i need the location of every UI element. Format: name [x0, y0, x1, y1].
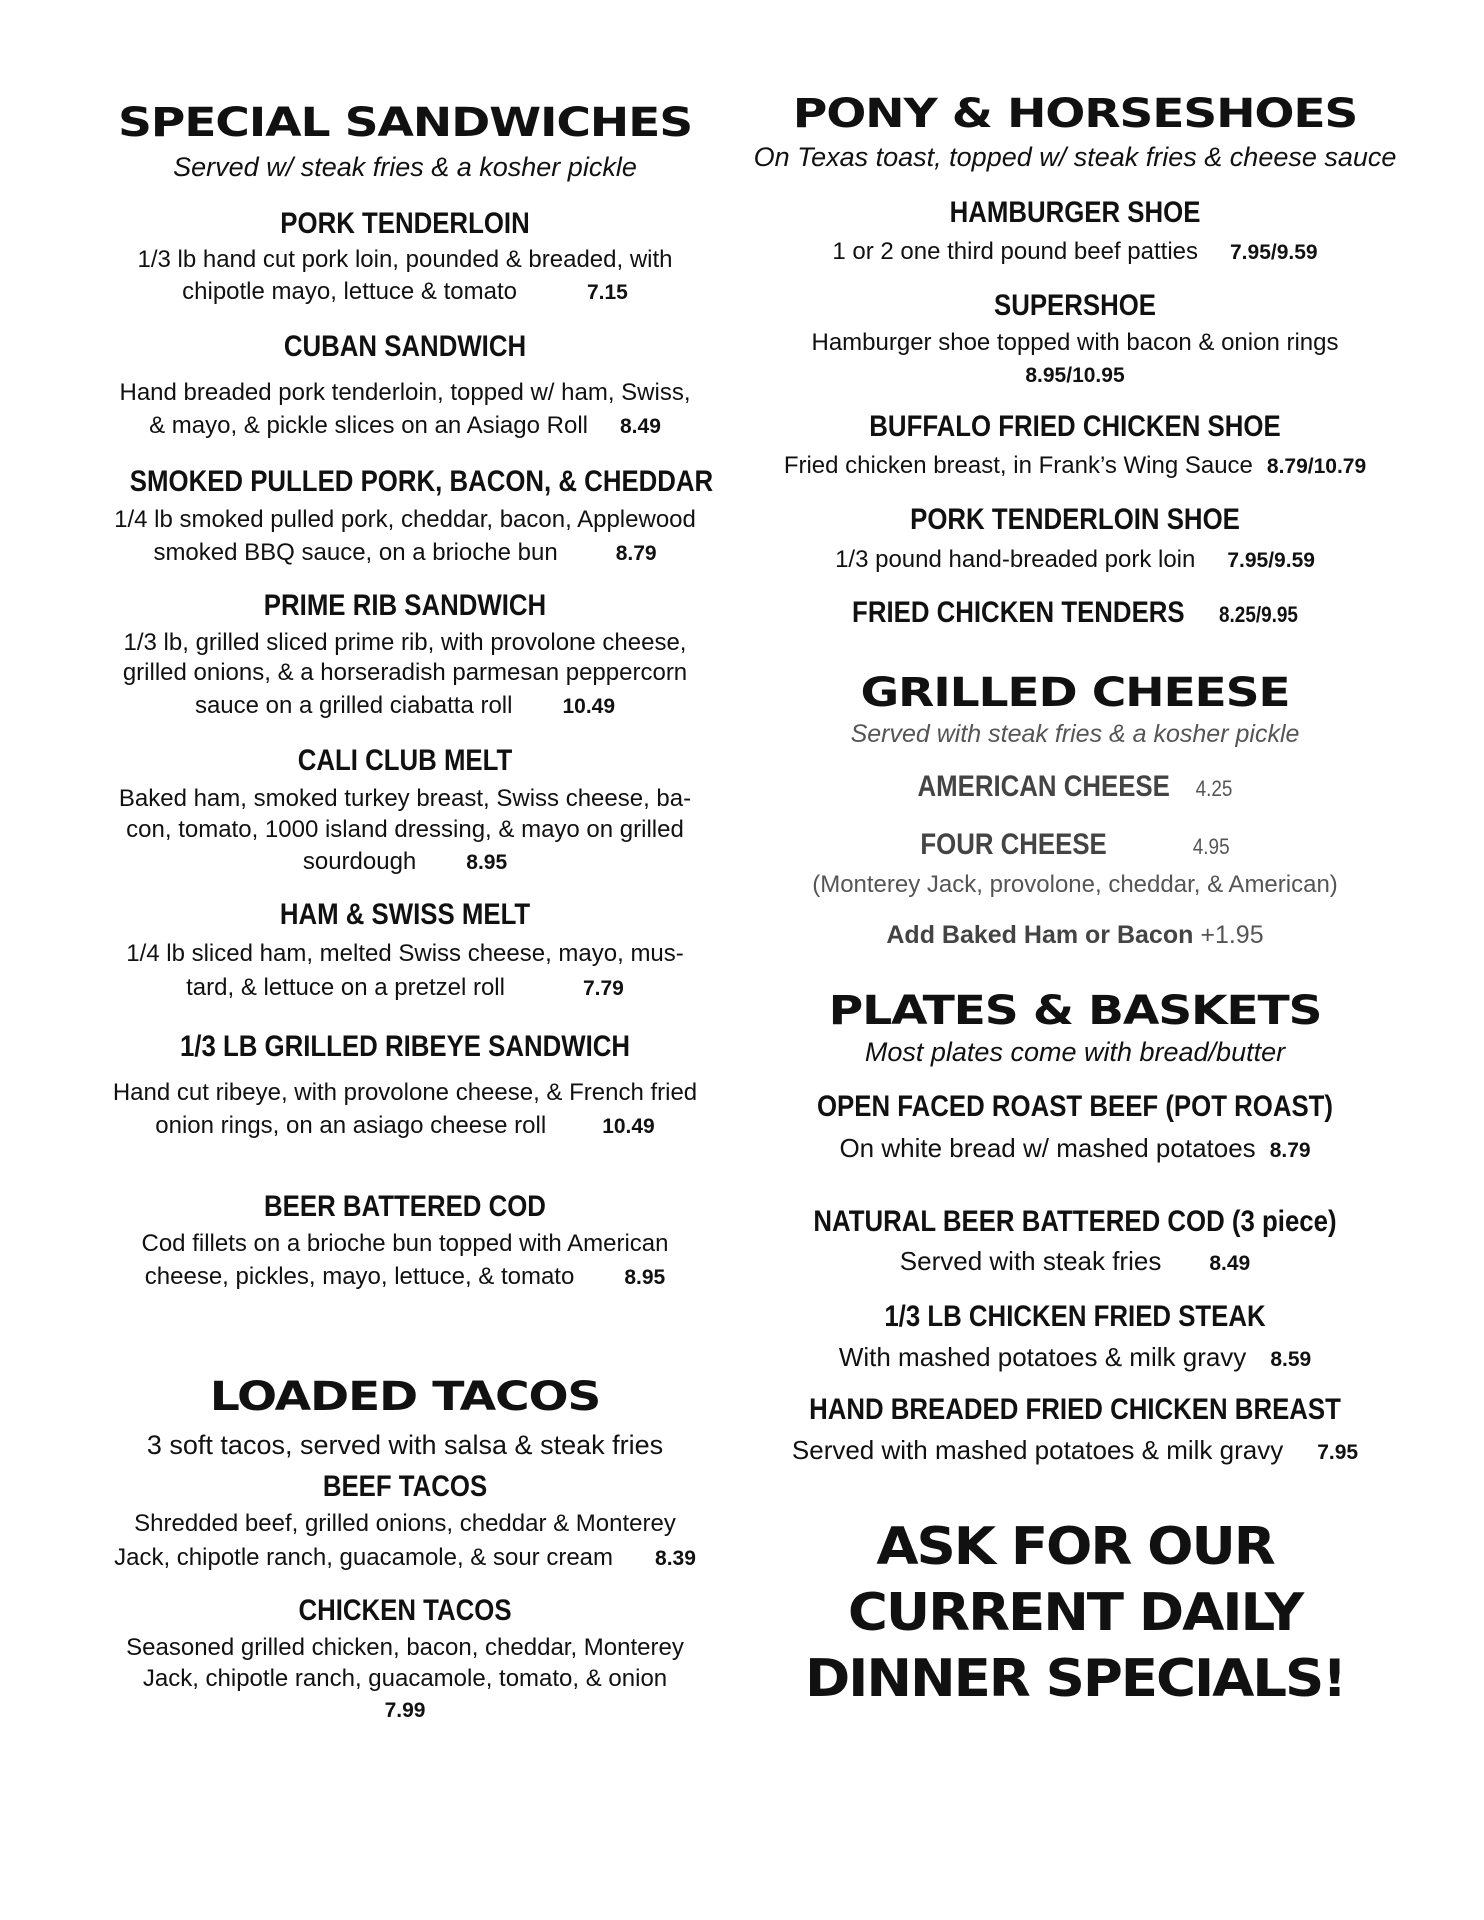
item-four-cheese-name: FOUR CHEESE 4.95 — [920, 828, 1230, 861]
item-description-line: Shredded beef, grilled onions, cheddar & Monterey — [134, 1510, 676, 1537]
item-description-line: 1/4 lb smoked pulled pork, cheddar, bacon, Applewood — [114, 506, 696, 533]
item-supershoe-name: SUPERSHOE — [993, 289, 1157, 322]
item-description-line: Jack, chipotle ranch, guacamole, tomato, & onion — [142, 1665, 668, 1692]
grilled-cheese-title: GRILLED CHEESE — [860, 670, 1290, 716]
item-price: 8.95/10.95 — [1025, 364, 1125, 387]
item-description-line: 1 or 2 one third pound beef patties 7.95/9.59 — [832, 238, 1318, 265]
plates-baskets-subtitle: Most plates come with bread/butter — [864, 1037, 1286, 1067]
item-price: 7.95/9.59 — [1230, 241, 1318, 264]
item-price: 8.95 — [466, 851, 508, 874]
item-prime-rib-name: PRIME RIB SANDWICH — [263, 589, 547, 622]
item-american-cheese-name: AMERICAN CHEESE 4.25 — [917, 770, 1233, 803]
loaded-tacos-title: LOADED TACOS — [209, 1374, 601, 1420]
item-description-line: With mashed potatoes & milk gravy 8.59 — [838, 1342, 1312, 1372]
item-description-line: sauce on a grilled ciabatta roll 10.49 — [194, 692, 616, 719]
item-beer-battered-cod-name: BEER BATTERED COD — [264, 1190, 546, 1223]
item-pork-tenderloin-shoe-name: PORK TENDERLOIN SHOE — [910, 503, 1240, 536]
item-price: 8.79/10.79 — [1266, 455, 1367, 478]
item-fried-chicken-breast-name: HAND BREADED FRIED CHICKEN BREAST — [809, 1393, 1341, 1426]
item-price: 7.95/9.59 — [1227, 549, 1315, 572]
item-price: 8.95 — [624, 1266, 666, 1289]
callout-line: ASK FOR OUR — [876, 1517, 1274, 1577]
item-description-line: Hamburger shoe topped with bacon & onion rings — [811, 329, 1339, 356]
item-description-line: Cod fillets on a brioche bun topped with American — [141, 1230, 669, 1257]
item-description-line: Seasoned grilled chicken, bacon, cheddar, Monterey — [126, 1634, 684, 1661]
item-price: 7.95 — [1317, 1441, 1359, 1464]
item-price: 8.49 — [620, 415, 661, 438]
special-sandwiches-title: SPECIAL SANDWICHES — [117, 100, 693, 146]
plates-baskets-title: PLATES & BASKETS — [828, 988, 1322, 1034]
item-natural-cod-name: NATURAL BEER BATTERED COD (3 piece) — [813, 1205, 1337, 1238]
item-description-line: cheese, pickles, mayo, lettuce, & tomato 8.95 — [144, 1263, 666, 1290]
item-price: 8.79 — [1269, 1139, 1311, 1162]
item-description-line: smoked BBQ sauce, on a brioche bun 8.79 — [153, 539, 657, 566]
addon-price: +1.95 — [1200, 921, 1264, 949]
item-description-line: chipotle mayo, lettuce & tomato 7.15 — [182, 278, 628, 305]
item-price: 8.25/9.95 — [1219, 602, 1298, 627]
item-beef-tacos-name: BEEF TACOS — [322, 1470, 488, 1503]
item-cuban-name: CUBAN SANDWICH — [283, 330, 527, 363]
item-description-line: & mayo, & pickle slices on an Asiago Roll 8.49 — [149, 412, 661, 439]
item-chicken-fried-steak-name: 1/3 LB CHICKEN FRIED STEAK — [884, 1300, 1266, 1333]
item-description-line: 1/3 pound hand-breaded pork loin 7.95/9.59 — [835, 546, 1315, 573]
item-price: 8.39 — [655, 1547, 696, 1570]
addon-line: Add Baked Ham or Bacon +1.95 — [886, 921, 1264, 949]
item-hamburger-shoe-name: HAMBURGER SHOE — [949, 196, 1201, 229]
item-cali-club-name: CALI CLUB MELT — [297, 744, 513, 777]
item-description-line: 1/4 lb sliced ham, melted Swiss cheese, mayo, mus- — [126, 940, 684, 967]
item-description-line: Baked ham, smoked turkey breast, Swiss cheese, ba- — [118, 785, 692, 812]
callout-line: CURRENT DAILY — [847, 1583, 1303, 1643]
item-description-line: Served with steak fries 8.49 — [899, 1246, 1251, 1276]
item-price: 7.99 — [384, 1699, 426, 1722]
item-price: 8.79 — [615, 542, 657, 565]
item-price: 7.79 — [582, 977, 624, 1000]
dinner-specials-callout — [713, 1514, 1438, 1712]
grilled-cheese-subtitle: Served with steak fries & a kosher pickle — [850, 720, 1300, 748]
item-pulled-pork-name: SMOKED PULLED PORK, BACON, & CHEDDAR — [129, 465, 714, 498]
item-description-line: grilled onions, & a horseradish parmesan peppercorn — [122, 659, 688, 686]
loaded-tacos-subtitle: 3 soft tacos, served with salsa & steak fries — [146, 1430, 664, 1460]
item-description-line: tard, & lettuce on a pretzel roll 7.79 — [186, 974, 624, 1001]
item-pork-tenderloin-name: PORK TENDERLOIN — [280, 207, 530, 240]
item-roast-beef-name: OPEN FACED ROAST BEEF (POT ROAST) — [816, 1090, 1334, 1123]
callout-line: DINNER SPECIALS! — [804, 1649, 1346, 1709]
item-description-line: Hand breaded pork tenderloin, topped w/ ham, Swiss, — [119, 379, 691, 406]
item-price: 8.49 — [1209, 1252, 1251, 1275]
pony-horseshoes-subtitle: On Texas toast, topped w/ steak fries & cheese sauce — [753, 142, 1397, 172]
item-description-line: Hand cut ribeye, with provolone cheese, & French fried — [112, 1079, 698, 1106]
item-chicken-tacos-name: CHICKEN TACOS — [298, 1594, 512, 1627]
item-price: 10.49 — [602, 1115, 655, 1138]
item-price: 4.95 — [1192, 834, 1230, 859]
item-ribeye-name: 1/3 LB GRILLED RIBEYE SANDWICH — [179, 1030, 631, 1063]
item-chicken-tenders-name: FRIED CHICKEN TENDERS 8.25/9.95 — [852, 596, 1298, 629]
pony-horseshoes-title: PONY & HORSESHOES — [792, 91, 1358, 137]
item-description-line: sourdough 8.95 — [302, 848, 508, 875]
item-description-line: Jack, chipotle ranch, guacamole, & sour cream 8.39 — [114, 1544, 696, 1571]
item-price: 4.25 — [1195, 776, 1233, 801]
item-buffalo-shoe-name: BUFFALO FRIED CHICKEN SHOE — [869, 410, 1281, 443]
item-description-line: 1/3 lb, grilled sliced prime rib, with provolone cheese, — [123, 629, 687, 656]
special-sandwiches-subtitle: Served w/ steak fries & a kosher pickle — [173, 152, 637, 182]
item-description-line: Fried chicken breast, in Frank’s Wing Sauce 8.79/10.79 — [783, 452, 1367, 479]
item-description-line: con, tomato, 1000 island dressing, & mayo on grilled — [126, 816, 684, 843]
item-description-line: onion rings, on an asiago cheese roll 10.49 — [155, 1112, 655, 1139]
item-description-line: (Monterey Jack, provolone, cheddar, & American) — [812, 871, 1338, 898]
item-description-line: Served with mashed potatoes & milk gravy 7.95 — [791, 1435, 1359, 1465]
item-price: 8.59 — [1270, 1348, 1312, 1371]
item-price: 7.15 — [586, 281, 628, 304]
item-price: 10.49 — [562, 695, 616, 718]
item-ham-swiss-name: HAM & SWISS MELT — [279, 898, 531, 931]
item-description-line: 1/3 lb hand cut pork loin, pounded & breaded, with — [137, 246, 673, 273]
item-description-line: On white bread w/ mashed potatoes 8.79 — [839, 1133, 1311, 1163]
